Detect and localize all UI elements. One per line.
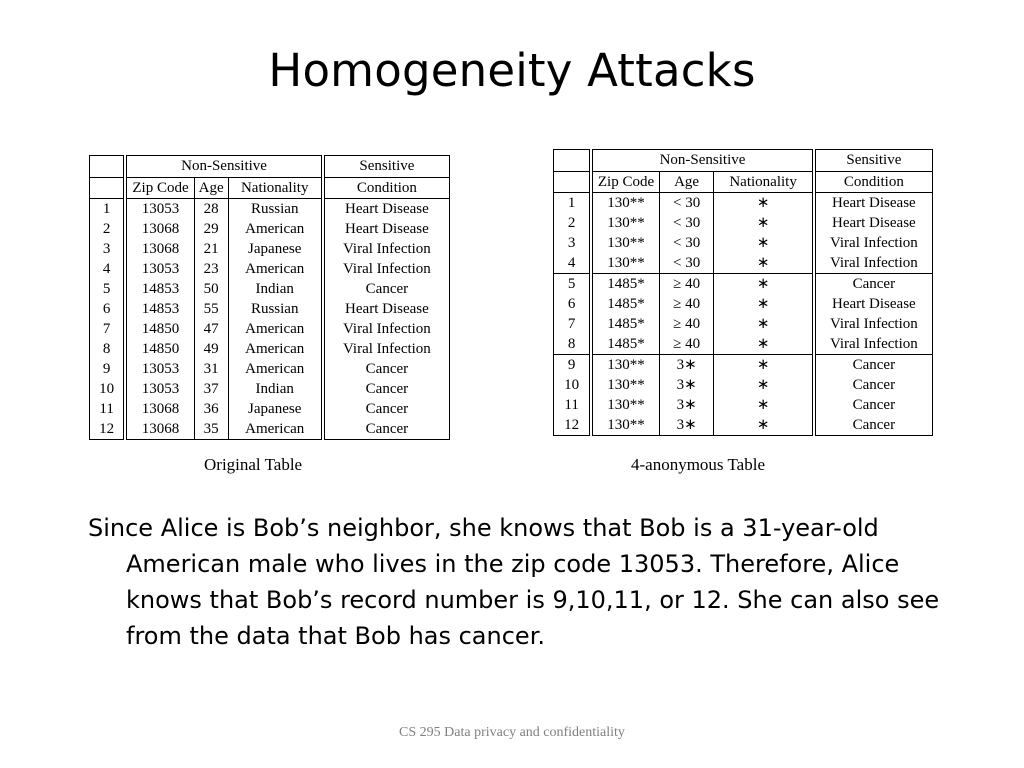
table-row: [90, 299, 450, 319]
record-number: 4: [90, 259, 126, 279]
slide-title: Homogeneity Attacks: [268, 44, 756, 97]
original-table-column-header-row: [90, 178, 450, 199]
condition-cell: Heart Disease: [832, 214, 916, 231]
sensitive-header: Sensitive: [323, 156, 450, 178]
zip-code-cell: 13068: [125, 399, 194, 419]
condition-cell: Viral Infection: [814, 334, 933, 355]
condition-cell: Heart Disease: [345, 300, 429, 317]
age-cell: 37: [194, 379, 228, 399]
record-number: 4: [554, 253, 592, 274]
record-number: 11: [90, 399, 126, 419]
zip-code-cell: 130**: [591, 355, 659, 376]
record-number: 6: [554, 294, 592, 314]
condition-cell: Cancer: [365, 420, 409, 437]
nationality-cell: American: [228, 259, 323, 279]
age-cell: 3∗: [659, 415, 714, 436]
column-header-age: Age: [659, 172, 714, 193]
nationality-cell: ∗: [714, 355, 814, 376]
age-cell: 50: [194, 279, 228, 299]
table-row: [90, 239, 450, 259]
record-number: 5: [554, 274, 592, 295]
column-header-condition: Condition: [814, 172, 933, 193]
original-table-group-header-row: [90, 156, 450, 178]
table-row: [90, 219, 450, 239]
nationality-cell: ∗: [714, 415, 814, 436]
age-cell: < 30: [659, 253, 714, 274]
nationality-cell: ∗: [714, 314, 814, 334]
condition-cell: Cancer: [365, 380, 409, 397]
zip-code-cell: 13053: [125, 379, 194, 399]
column-header-zip-code: Zip Code: [591, 172, 659, 193]
condition-cell: Cancer: [365, 360, 409, 377]
nationality-cell: ∗: [714, 213, 814, 233]
footer: CS 295 Data privacy and confidentiality: [399, 725, 625, 740]
condition-cell: Heart Disease: [345, 220, 429, 237]
zip-code-cell: 130**: [591, 213, 659, 233]
column-header-age: Age: [194, 178, 228, 199]
anonymous-table-caption: 4-anonymous Table: [631, 455, 765, 474]
table-row: [554, 294, 933, 314]
age-cell: 21: [194, 239, 228, 259]
condition-cell: Viral Infection: [343, 320, 431, 337]
table-row: [90, 399, 450, 419]
anonymous-table: [553, 149, 933, 436]
zip-code-cell: 14853: [125, 279, 194, 299]
nationality-cell: Russian: [228, 299, 323, 319]
column-header-zip-code: Zip Code: [125, 178, 194, 199]
age-cell: < 30: [659, 193, 714, 214]
condition-cell: Viral Infection: [343, 260, 431, 277]
record-number: 7: [90, 319, 126, 339]
record-number: 8: [554, 334, 592, 355]
non-sensitive-header: Non-Sensitive: [125, 156, 323, 178]
condition-cell: Cancer: [852, 396, 896, 413]
age-cell: 28: [194, 199, 228, 220]
row-number-header: [554, 150, 592, 172]
table-row: [554, 314, 933, 334]
zip-code-cell: 130**: [591, 233, 659, 253]
zip-code-cell: 13053: [125, 199, 194, 220]
zip-code-cell: 14853: [125, 299, 194, 319]
table-row: [554, 233, 933, 253]
age-cell: 3∗: [659, 395, 714, 415]
record-number: 10: [90, 379, 126, 399]
condition-cell: Heart Disease: [345, 200, 429, 217]
zip-code-cell: 13053: [125, 359, 194, 379]
record-number: 5: [90, 279, 126, 299]
condition-cell: Viral Infection: [343, 240, 431, 257]
condition-cell: Heart Disease: [832, 194, 916, 211]
record-number: 9: [90, 359, 126, 379]
nationality-cell: ∗: [714, 395, 814, 415]
age-cell: ≥ 40: [659, 314, 714, 334]
table-row: [554, 253, 933, 274]
nationality-cell: American: [228, 219, 323, 239]
anonymous-table-column-header-row: [554, 172, 933, 193]
age-cell: 47: [194, 319, 228, 339]
record-number: 10: [554, 375, 592, 395]
nationality-cell: ∗: [714, 253, 814, 274]
column-header-condition: Condition: [323, 178, 450, 199]
row-number-header: [90, 156, 126, 178]
condition-cell: Heart Disease: [832, 295, 916, 312]
zip-code-cell: 14850: [125, 339, 194, 359]
table-row: [90, 359, 450, 379]
zip-code-cell: 130**: [591, 253, 659, 274]
condition-cell: Viral Infection: [814, 253, 933, 274]
age-cell: 29: [194, 219, 228, 239]
table-row: [90, 339, 450, 359]
age-cell: 3∗: [659, 375, 714, 395]
nationality-cell: Japanese: [228, 239, 323, 259]
nationality-cell: ∗: [714, 274, 814, 295]
table-row: [90, 259, 450, 279]
nationality-cell: Indian: [228, 279, 323, 299]
table-row: [554, 193, 933, 214]
record-number: 1: [90, 199, 126, 220]
record-number: 9: [554, 355, 592, 376]
nationality-cell: ∗: [714, 294, 814, 314]
age-cell: ≥ 40: [659, 274, 714, 295]
zip-code-cell: 130**: [591, 395, 659, 415]
age-cell: 23: [194, 259, 228, 279]
zip-code-cell: 1485*: [591, 334, 659, 355]
record-number: 11: [554, 395, 592, 415]
nationality-cell: American: [228, 339, 323, 359]
age-cell: 31: [194, 359, 228, 379]
row-number-header: [554, 172, 592, 193]
record-number: 3: [554, 233, 592, 253]
zip-code-cell: 13053: [125, 259, 194, 279]
sensitive-header: Sensitive: [814, 150, 933, 172]
nationality-cell: ∗: [714, 233, 814, 253]
nationality-cell: American: [228, 359, 323, 379]
table-row: [554, 274, 933, 295]
original-table-caption: Original Table: [204, 455, 303, 474]
zip-code-cell: 13068: [125, 239, 194, 259]
zip-code-cell: 1485*: [591, 314, 659, 334]
table-row: [90, 379, 450, 399]
age-cell: 36: [194, 399, 228, 419]
record-number: 2: [90, 219, 126, 239]
record-number: 6: [90, 299, 126, 319]
zip-code-cell: 13068: [125, 219, 194, 239]
age-cell: < 30: [659, 233, 714, 253]
condition-cell: Cancer: [852, 356, 896, 373]
record-number: 2: [554, 213, 592, 233]
record-number: 1: [554, 193, 592, 214]
zip-code-cell: 1485*: [591, 294, 659, 314]
nationality-cell: ∗: [714, 193, 814, 214]
condition-cell: Cancer: [852, 416, 896, 433]
nationality-cell: American: [228, 319, 323, 339]
record-number: 12: [90, 419, 126, 440]
nationality-cell: Russian: [228, 199, 323, 220]
column-header-nationality: Nationality: [714, 172, 814, 193]
condition-cell: Cancer: [365, 280, 409, 297]
table-row: [90, 279, 450, 299]
age-cell: 55: [194, 299, 228, 319]
table-row: [90, 199, 450, 220]
record-number: 7: [554, 314, 592, 334]
age-cell: ≥ 40: [659, 334, 714, 355]
condition-cell: Viral Infection: [829, 315, 918, 332]
condition-cell: Viral Infection: [829, 234, 918, 251]
table-row: [554, 415, 933, 436]
zip-code-cell: 130**: [591, 415, 659, 436]
condition-cell: Cancer: [852, 275, 896, 292]
age-cell: 3∗: [659, 355, 714, 376]
nationality-cell: American: [228, 419, 323, 440]
body-text: Since Alice is Bob’s neighbor, she knows that Bob is a 31-year-old American male who lives in the zip code 13053. Therefore, Alice knows that Bob’s record number is 9,10,11, or 12. She can also see from the data that Bob has cancer.: [88, 514, 940, 650]
table-row: [90, 319, 450, 339]
nationality-cell: ∗: [714, 375, 814, 395]
condition-cell: Viral Infection: [343, 340, 431, 357]
condition-cell: Cancer: [852, 376, 896, 393]
record-number: 8: [90, 339, 126, 359]
non-sensitive-header: Non-Sensitive: [591, 150, 813, 172]
table-row: [554, 395, 933, 415]
anonymous-table-group-header-row: [554, 150, 933, 172]
age-cell: 35: [194, 419, 228, 440]
zip-code-cell: 13068: [125, 419, 194, 440]
zip-code-cell: 1485*: [591, 274, 659, 295]
table-row: [554, 375, 933, 395]
age-cell: 49: [194, 339, 228, 359]
age-cell: ≥ 40: [659, 294, 714, 314]
column-header-nationality: Nationality: [228, 178, 323, 199]
row-number-header: [90, 178, 126, 199]
condition-cell: Cancer: [365, 400, 409, 417]
zip-code-cell: 130**: [591, 375, 659, 395]
zip-code-cell: 14850: [125, 319, 194, 339]
table-row: [90, 419, 450, 440]
zip-code-cell: 130**: [591, 193, 659, 214]
nationality-cell: Japanese: [228, 399, 323, 419]
record-number: 3: [90, 239, 126, 259]
record-number: 12: [554, 415, 592, 436]
nationality-cell: Indian: [228, 379, 323, 399]
age-cell: < 30: [659, 213, 714, 233]
original-table: [89, 155, 450, 440]
nationality-cell: ∗: [714, 334, 814, 355]
table-row: [554, 334, 933, 355]
table-row: [554, 213, 933, 233]
table-row: [554, 355, 933, 376]
